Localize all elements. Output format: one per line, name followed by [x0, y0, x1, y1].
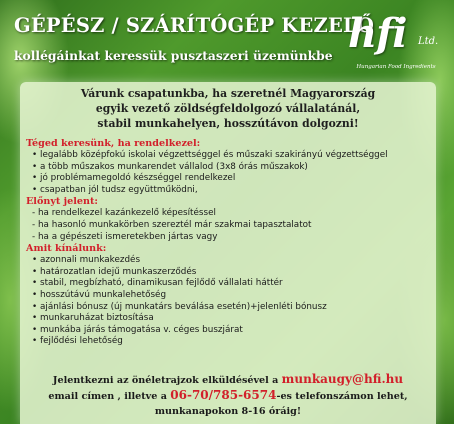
footer-text: Jelentkezni az önéletrajzok elküldésével a	[52, 375, 282, 386]
list-item: - ha rendelkezel kazánkezelő képesítéssel	[26, 208, 432, 220]
list-item: • hosszútávú munkalehetőség	[26, 290, 432, 302]
intro-text	[20, 86, 436, 131]
list-item: • határozatlan idejű munkaszerződés	[26, 267, 432, 279]
footer-line-2	[20, 388, 436, 404]
list-item: • ajánlási bónusz (új munkatárs beválása esetén)+jelenléti bónusz	[26, 302, 432, 314]
advantages-list	[26, 208, 432, 243]
list-item: • azonnali munkakezdés	[26, 255, 432, 267]
content-panel	[20, 82, 436, 424]
logo-mark: hfi	[348, 10, 407, 57]
list-item: • munkaruházat biztosítása	[26, 313, 432, 325]
intro-line: Várunk csapatunkba, ha szeretnél Magyarország	[80, 87, 376, 100]
intro-line: egyik vezető zöldségfeldolgozó vállalatánál,	[95, 102, 361, 115]
section-heading-offer: Amit kínálunk:	[26, 243, 107, 255]
phone-link[interactable]: 06-70/785-6574	[170, 388, 277, 402]
list-item: - ha a gépészeti ismeretekben jártas vagy	[26, 232, 432, 244]
list-item: • fejlődési lehetőség	[26, 336, 432, 348]
list-item: • jó problémamegoldó készséggel rendelkezel	[26, 173, 432, 185]
logo-suffix: Ltd.	[418, 36, 439, 47]
list-item: • munkába járás támogatása v. céges buszjárat	[26, 325, 432, 337]
email-link[interactable]: munkaugy@hfi.hu	[281, 372, 404, 386]
footer-text: email címen , illetve a	[48, 391, 171, 402]
list-item: • csapatban jól tudsz együttműködni,	[26, 185, 432, 197]
list-item: • stabil, megbízható, dinamikusan fejlődő vállalati háttér	[26, 278, 432, 290]
list-item: • a több műszakos munkarendet vállalod (3x8 órás műszakok)	[26, 162, 432, 174]
requirements	[26, 138, 432, 348]
header	[0, 0, 454, 80]
job-subtitle: kollégáinkat keressük pusztaszeri üzemünkbe	[14, 48, 333, 63]
footer-text: -es telefonszámon lehet,	[276, 391, 408, 402]
section-heading-advantages: Előnyt jelent:	[26, 196, 98, 208]
logo-tagline: Hungarian Food Ingredients	[356, 64, 436, 70]
section-heading-requirements: Téged keresünk, ha rendelkezel:	[26, 138, 201, 149]
intro-line: stabil munkahelyen, hosszútávon dolgozni!	[97, 117, 359, 130]
company-logo	[344, 6, 448, 78]
footer-line-3: munkanapokon 8-16 óráig!	[154, 406, 302, 417]
job-title: GÉPÉSZ / SZÁRÍTÓGÉP KEZELŐ	[14, 14, 375, 37]
application-info	[20, 372, 436, 419]
list-item: - ha hasonló munkakörben szereztél már szakmai tapasztalatot	[26, 220, 432, 232]
list-item: • legalább középfokú iskolai végzettséggel és műszaki szakirányú végzettséggel	[26, 150, 432, 162]
footer-line-1	[20, 372, 436, 388]
requirements-list	[26, 150, 432, 196]
offer-list	[26, 255, 432, 348]
